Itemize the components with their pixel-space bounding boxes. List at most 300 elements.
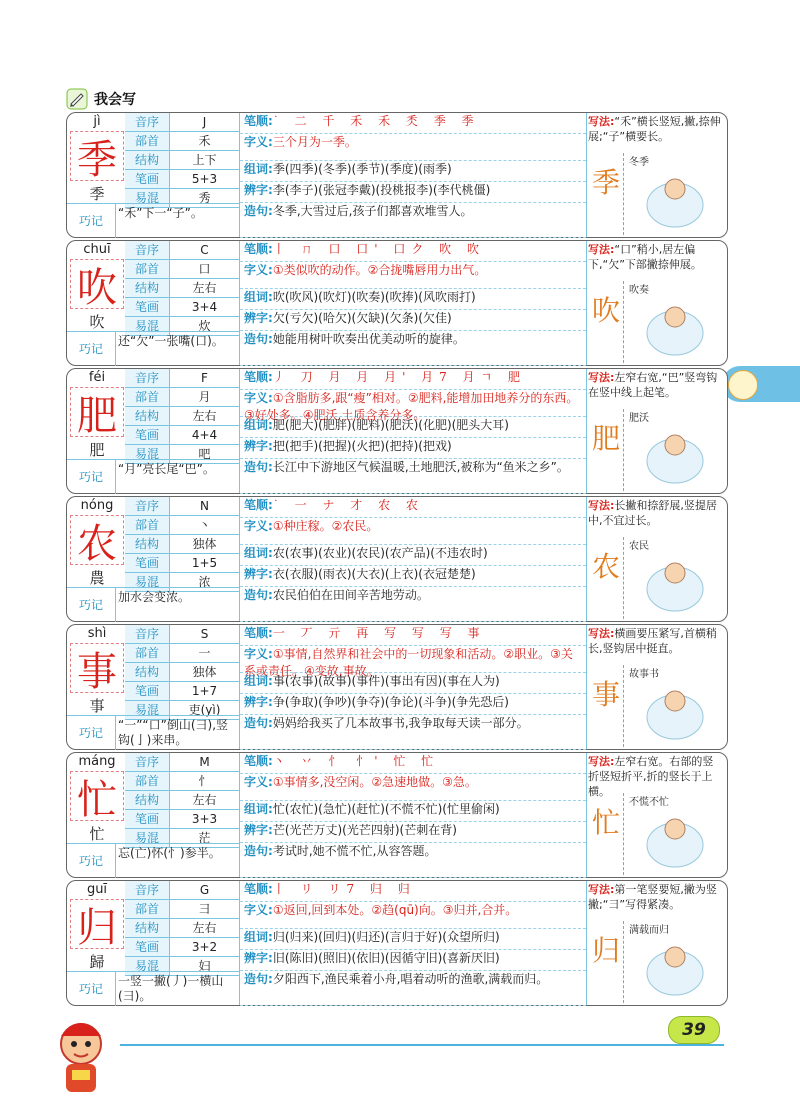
tracing-character: 吹 [591, 294, 620, 327]
info-value: 口 [169, 260, 239, 278]
bishun-row [240, 113, 586, 134]
bianzi-text: 欠(亏欠)(哈欠)(欠缺)(欠条)(欠佳) [272, 311, 452, 325]
ziyi-label: 字义: [244, 391, 273, 405]
writing-tip [585, 369, 727, 405]
xiefa-text: 长撇和捺舒展,竖提居中,不宜过长。 [588, 499, 717, 527]
bianzi-label: 辨字: [244, 567, 273, 581]
pinyin: máng [78, 754, 116, 769]
illustration-caption: 不慌不忙 [629, 797, 669, 808]
info-label: 易混 [125, 701, 169, 719]
memory-tip [67, 587, 239, 622]
zaoju-label: 造句: [244, 844, 273, 858]
memory-label: 巧记 [78, 342, 103, 356]
character-entry [66, 624, 728, 750]
info-table [125, 241, 239, 336]
bianzi-text: 旧(陈旧)(照旧)(依旧)(因循守旧)(喜新厌旧) [272, 951, 500, 965]
section-header [66, 88, 226, 110]
bishun-label: 笔顺: [244, 114, 273, 128]
info-label: 结构 [125, 407, 169, 425]
traditional-character: 肥 [89, 441, 105, 459]
info-label: 笔画 [125, 682, 169, 700]
pinyin: jì [93, 114, 101, 129]
info-row-bushou [125, 644, 239, 663]
info-value: 茫 [169, 829, 239, 847]
zuci-row [240, 545, 586, 566]
info-label: 结构 [125, 791, 169, 809]
bianzi-text: 衣(衣服)(雨衣)(大衣)(上衣)(衣冠楚楚) [272, 567, 476, 581]
zaoju-label: 造句: [244, 716, 273, 730]
ziyi-row [240, 518, 586, 545]
writing-tip-column [585, 497, 727, 621]
writing-tip-column [585, 753, 727, 877]
usage-column [239, 369, 587, 493]
memory-text: 加水会变浓。 [115, 588, 239, 622]
info-value: 独体 [169, 663, 239, 681]
info-value: 禾 [169, 132, 239, 150]
info-label: 音序 [125, 241, 169, 259]
info-row-yinxu [125, 241, 239, 260]
info-value: 左右 [169, 407, 239, 425]
zaoju-label: 造句: [244, 332, 273, 346]
bishun-label: 笔顺: [244, 242, 273, 256]
info-row-bihua [125, 682, 239, 701]
info-label: 笔画 [125, 554, 169, 572]
memory-text: “禾”下一“子”。 [115, 204, 239, 238]
zuci-label: 组词: [244, 546, 273, 560]
info-row-bushou [125, 132, 239, 151]
pinyin: guī [86, 882, 108, 897]
bianzi-row [240, 566, 586, 587]
bianzi-text: 李(李子)(张冠李戴)(投桃报李)(李代桃僵) [272, 183, 491, 197]
zaoju-label: 造句: [244, 972, 273, 986]
info-label: 笔画 [125, 298, 169, 316]
info-row-jiegou [125, 663, 239, 682]
writing-tip [585, 497, 727, 533]
ziyi-row [240, 774, 586, 801]
bishun-label: 笔顺: [244, 754, 273, 768]
ziyi-text: ①事情,自然界和社会中的一切现象和活动。②职业。③关系或责任。④变故,事故。 [244, 647, 573, 678]
memory-label: 巧记 [78, 854, 103, 868]
zaoju-row [240, 459, 586, 494]
ziyi-row [240, 390, 586, 422]
bishun-text: ⼀ 丆 亓 再 写 写 写 事 [272, 626, 486, 640]
ziyi-text: ①事情多,没空闲。②急速地做。③急。 [272, 775, 477, 789]
info-value: 1+5 [169, 554, 239, 572]
section-title: 我会写 [94, 92, 136, 108]
writing-tip-column [585, 881, 727, 1005]
memory-tip [67, 971, 239, 1006]
tracing-grid [589, 921, 624, 1003]
bianzi-row [240, 950, 586, 971]
zaoju-text: 考试时,她不慌不忙,从容答题。 [272, 844, 437, 858]
bishun-row [240, 753, 586, 774]
traditional-character: 歸 [89, 953, 105, 971]
info-value: G [169, 881, 239, 899]
memory-label: 巧记 [78, 982, 103, 996]
info-label: 部首 [125, 644, 169, 662]
zuci-label: 组词: [244, 418, 273, 432]
bianzi-label: 辨字: [244, 695, 273, 709]
xiefa-label: 写法: [588, 883, 615, 896]
bishun-label: 笔顺: [244, 370, 273, 384]
usage-column [239, 241, 587, 365]
info-label: 笔画 [125, 170, 169, 188]
info-value: C [169, 241, 239, 259]
bishun-row [240, 241, 586, 262]
bishun-text: 丨 リ リ7 归 归 [272, 882, 416, 896]
xiefa-text: 左窄右宽。右部的竖折竖短折平,折的竖长于上横。 [588, 755, 714, 798]
info-row-bihua [125, 554, 239, 573]
zuci-text: 事(农事)(故事)(事件)(事出有因)(事在人为) [272, 674, 500, 688]
zaoju-row [240, 971, 586, 1006]
info-value: 上下 [169, 151, 239, 169]
memory-label: 巧记 [78, 470, 103, 484]
illustration [627, 153, 723, 233]
xiefa-label: 写法: [588, 371, 615, 384]
info-row-jiegou [125, 919, 239, 938]
tracing-grid [589, 793, 624, 875]
info-label: 结构 [125, 279, 169, 297]
character-entry [66, 112, 728, 238]
illustration-caption: 故事书 [629, 669, 659, 680]
info-label: 易混 [125, 445, 169, 463]
writing-tip-column [585, 241, 727, 365]
xiefa-text: “口”稍小,居左偏下,“欠”下部撇捺伸展。 [588, 243, 702, 271]
memory-text: 忘(亡)怀(忄)参半。 [115, 844, 239, 878]
info-row-jiegou [125, 407, 239, 426]
info-value: 吧 [169, 445, 239, 463]
xiefa-label: 写法: [588, 627, 615, 640]
memory-tip [67, 459, 239, 494]
pinyin: nóng [80, 498, 114, 513]
info-value: 3+2 [169, 938, 239, 956]
zuci-text: 吹(吹风)(吹灯)(吹奏)(吹捧)(风吹雨打) [272, 290, 476, 304]
char-info-column [67, 881, 239, 1005]
info-value: 左右 [169, 791, 239, 809]
info-label: 音序 [125, 497, 169, 515]
info-row-bushou [125, 772, 239, 791]
tracing-character: 事 [591, 678, 620, 711]
pinyin: féi [88, 370, 106, 385]
zaoju-label: 造句: [244, 460, 273, 474]
info-value: 独体 [169, 535, 239, 553]
info-label: 音序 [125, 881, 169, 899]
zaoju-text: 冬季,大雪过后,孩子们都喜欢堆雪人。 [272, 204, 473, 218]
memory-text: “月”亮长尾“巴”。 [115, 460, 239, 494]
bishun-label: 笔顺: [244, 626, 273, 640]
writing-tip [585, 113, 727, 149]
bianzi-text: 争(争取)(争吵)(争夺)(争论)(斗争)(争先恐后) [272, 695, 509, 709]
info-value: 妇 [169, 957, 239, 975]
ziyi-label: 字义: [244, 519, 273, 533]
info-label: 音序 [125, 625, 169, 643]
ziyi-text: ①含脂肪多,跟“瘦”相对。②肥料,能增加田地养分的东西。③好处多。④肥沃,土质含养分多。 [244, 391, 579, 422]
xiefa-label: 写法: [588, 243, 615, 256]
info-value: 浓 [169, 573, 239, 591]
ziyi-label: 字义: [244, 903, 273, 917]
zuci-text: 肥(肥大)(肥胖)(肥料)(肥沃)(化肥)(肥头大耳) [272, 418, 509, 432]
memory-text: 一竖一撇(丿)一横山(彐)。 [115, 972, 239, 1006]
illustration-caption: 肥沃 [629, 413, 649, 424]
ziyi-text: ①类似吹的动作。②合拢嘴唇用力出气。 [272, 263, 487, 277]
bishun-row [240, 497, 586, 518]
zuci-text: 归(归来)(回归)(归还)(言归于好)(众望所归) [272, 930, 500, 944]
ziyi-label: 字义: [244, 647, 273, 661]
illustration-caption: 农民 [629, 541, 649, 552]
zuci-text: 农(农事)(农业)(农民)(农产品)(不违农时) [272, 546, 488, 560]
info-row-yinxu [125, 497, 239, 516]
memory-label: 巧记 [78, 598, 103, 612]
character-entry [66, 880, 728, 1006]
info-label: 部首 [125, 132, 169, 150]
illustration [627, 281, 723, 361]
target-character: 农 [70, 515, 124, 565]
zuci-label: 组词: [244, 930, 273, 944]
zaoju-text: 妈妈给我买了几本故事书,我争取每天读一部分。 [272, 716, 529, 730]
target-character: 事 [70, 643, 124, 693]
illustration [627, 921, 723, 1001]
info-label: 部首 [125, 516, 169, 534]
pencil-icon [66, 88, 88, 110]
info-label: 音序 [125, 369, 169, 387]
info-label: 易混 [125, 317, 169, 335]
memory-text: “一”“口”倒山(⺕),竖钩(亅)来串。 [115, 716, 239, 750]
zuci-row [240, 289, 586, 310]
memory-tip [67, 331, 239, 366]
bianzi-row [240, 694, 586, 715]
zaoju-text: 她能用树叶吹奏出优美动听的旋律。 [272, 332, 465, 346]
memory-tip [67, 715, 239, 750]
zaoju-text: 长江中下游地区气候温暖,土地肥沃,被称为“鱼米之乡”。 [272, 460, 569, 474]
info-row-yinxu [125, 753, 239, 772]
memory-label: 巧记 [78, 214, 103, 228]
memory-tip [67, 203, 239, 238]
info-row-bihua [125, 170, 239, 189]
info-label: 部首 [125, 772, 169, 790]
target-character: 归 [70, 899, 124, 949]
usage-column [239, 497, 587, 621]
usage-column [239, 753, 587, 877]
info-table [125, 625, 239, 720]
ziyi-text: ①种庄稼。②农民。 [272, 519, 379, 533]
info-value: 3+4 [169, 298, 239, 316]
bishun-label: 笔顺: [244, 882, 273, 896]
bianzi-label: 辨字: [244, 311, 273, 325]
pinyin: shì [87, 626, 107, 641]
info-row-bihua [125, 938, 239, 957]
bishun-text: ˙ ⼆ 千 禾 禾 秂 季 季 [272, 114, 480, 128]
info-table [125, 113, 239, 208]
zaoju-label: 造句: [244, 204, 273, 218]
character-entry [66, 752, 728, 878]
character-entry [66, 240, 728, 366]
info-label: 结构 [125, 151, 169, 169]
cat-face-icon [728, 370, 758, 400]
info-row-bushou [125, 388, 239, 407]
bianzi-label: 辨字: [244, 439, 273, 453]
info-value: 炊 [169, 317, 239, 335]
tracing-grid [589, 665, 624, 747]
ziyi-text: ①返回,回到本处。②趋(qū)向。③归并,合并。 [272, 903, 518, 917]
char-info-column [67, 113, 239, 237]
bishun-label: 笔顺: [244, 498, 273, 512]
info-row-jiegou [125, 535, 239, 554]
bianzi-label: 辨字: [244, 823, 273, 837]
info-value: J [169, 113, 239, 131]
tracing-character: 季 [591, 166, 620, 199]
xiefa-text: 第一笔竖要短,撇为竖撇;“彐”写得紧凑。 [588, 883, 717, 911]
info-row-bihua [125, 298, 239, 317]
target-character: 忙 [70, 771, 124, 821]
xiefa-text: 左窄右宽,“巴”竖弯钩在竖中线上起笔。 [588, 371, 718, 399]
zuci-row [240, 417, 586, 438]
mascot-icon [46, 1014, 116, 1098]
info-row-yinxu [125, 113, 239, 132]
info-label: 易混 [125, 189, 169, 207]
writing-tip [585, 881, 727, 917]
bishun-text: 丿 刀 月 月 月' 月7 月ㄱ 肥 [272, 370, 527, 384]
tracing-grid [589, 537, 624, 619]
writing-tip-column [585, 369, 727, 493]
ziyi-text: 三个月为一季。 [272, 135, 357, 149]
info-row-bushou [125, 516, 239, 535]
info-value: F [169, 369, 239, 387]
writing-tip [585, 241, 727, 277]
info-row-bushou [125, 900, 239, 919]
info-table [125, 881, 239, 976]
zaoju-row [240, 203, 586, 238]
memory-text: 还“欠”一张嘴(口)。 [115, 332, 239, 366]
zaoju-row [240, 587, 586, 622]
info-value: 吏(yì) [169, 701, 239, 719]
info-row-jiegou [125, 151, 239, 170]
bianzi-text: 芒(光芒万丈)(光芒四射)(芒刺在背) [272, 823, 457, 837]
bianzi-row [240, 182, 586, 203]
info-row-bushou [125, 260, 239, 279]
info-value: 忄 [169, 772, 239, 790]
char-info-column [67, 369, 239, 493]
bishun-row [240, 881, 586, 902]
side-tab [722, 366, 800, 402]
writing-tip [585, 753, 727, 798]
char-info-column [67, 625, 239, 749]
info-value: 丶 [169, 516, 239, 534]
zuci-row [240, 673, 586, 694]
tracing-grid [589, 409, 624, 491]
traditional-character: 忙 [89, 825, 105, 843]
info-table [125, 753, 239, 848]
pinyin: chuī [83, 242, 111, 257]
tracing-character: 农 [591, 550, 620, 583]
target-character: 吹 [70, 259, 124, 309]
ziyi-label: 字义: [244, 135, 273, 149]
character-entry [66, 368, 728, 494]
xiefa-text: “禾”横长竖短,撇,捺伸展;“子”横要长。 [588, 115, 721, 143]
memory-label: 巧记 [78, 726, 103, 740]
ziyi-row [240, 646, 586, 678]
zuci-row [240, 801, 586, 822]
tracing-grid [589, 153, 624, 235]
info-label: 易混 [125, 829, 169, 847]
illustration-caption: 冬季 [629, 157, 649, 168]
info-label: 易混 [125, 573, 169, 591]
info-value: 一 [169, 644, 239, 662]
zaoju-row [240, 843, 586, 878]
info-row-jiegou [125, 791, 239, 810]
char-info-column [67, 497, 239, 621]
illustration-caption: 满载而归 [629, 925, 669, 936]
xiefa-label: 写法: [588, 115, 615, 128]
ziyi-row [240, 262, 586, 289]
zuci-label: 组词: [244, 290, 273, 304]
zaoju-text: 农民伯伯在田间辛苦地劳动。 [272, 588, 429, 602]
zuci-text: 忙(农忙)(急忙)(赶忙)(不慌不忙)(忙里偷闲) [272, 802, 500, 816]
info-label: 音序 [125, 113, 169, 131]
bianzi-row [240, 822, 586, 843]
bishun-text: ˙ ⼀ ナ 才 农 农 [272, 498, 424, 512]
zaoju-text: 夕阳西下,渔民乘着小舟,唱着动听的渔歌,满载而归。 [272, 972, 549, 986]
illustration-caption: 吹奏 [629, 285, 649, 296]
traditional-character: 事 [89, 697, 105, 715]
info-label: 音序 [125, 753, 169, 771]
xiefa-label: 写法: [588, 499, 615, 512]
footer-line [120, 1044, 724, 1046]
zuci-label: 组词: [244, 162, 273, 176]
info-value: 4+4 [169, 426, 239, 444]
info-row-jiegou [125, 279, 239, 298]
illustration [627, 793, 723, 873]
character-entry [66, 496, 728, 622]
target-character: 季 [70, 131, 124, 181]
info-label: 结构 [125, 535, 169, 553]
info-value: 左右 [169, 919, 239, 937]
bianzi-row [240, 438, 586, 459]
info-table [125, 497, 239, 592]
illustration [627, 409, 723, 489]
info-label: 结构 [125, 663, 169, 681]
info-value: 1+7 [169, 682, 239, 700]
info-row-bihua [125, 810, 239, 829]
ziyi-label: 字义: [244, 263, 273, 277]
info-label: 笔画 [125, 810, 169, 828]
info-label: 结构 [125, 919, 169, 937]
target-character: 肥 [70, 387, 124, 437]
zaoju-label: 造句: [244, 588, 273, 602]
info-row-yinxu [125, 881, 239, 900]
bishun-row [240, 625, 586, 646]
info-value: 月 [169, 388, 239, 406]
info-value: 左右 [169, 279, 239, 297]
info-label: 笔画 [125, 426, 169, 444]
xiefa-text: 横画要压紧写,首横稍长,竖钩居中挺直。 [588, 627, 717, 655]
info-label: 部首 [125, 260, 169, 278]
info-value: 秀 [169, 189, 239, 207]
writing-tip [585, 625, 727, 661]
bishun-text: 丶 丷 忄 忄' 忙 忙 [272, 754, 440, 768]
page-number: 39 [668, 1016, 720, 1044]
info-label: 部首 [125, 900, 169, 918]
zuci-row [240, 161, 586, 182]
info-value: N [169, 497, 239, 515]
char-info-column [67, 241, 239, 365]
bianzi-label: 辨字: [244, 951, 273, 965]
info-row-yinxu [125, 625, 239, 644]
tracing-character: 肥 [591, 422, 620, 455]
traditional-character: 季 [89, 185, 105, 203]
writing-tip-column [585, 113, 727, 237]
bianzi-row [240, 310, 586, 331]
info-value: 彐 [169, 900, 239, 918]
